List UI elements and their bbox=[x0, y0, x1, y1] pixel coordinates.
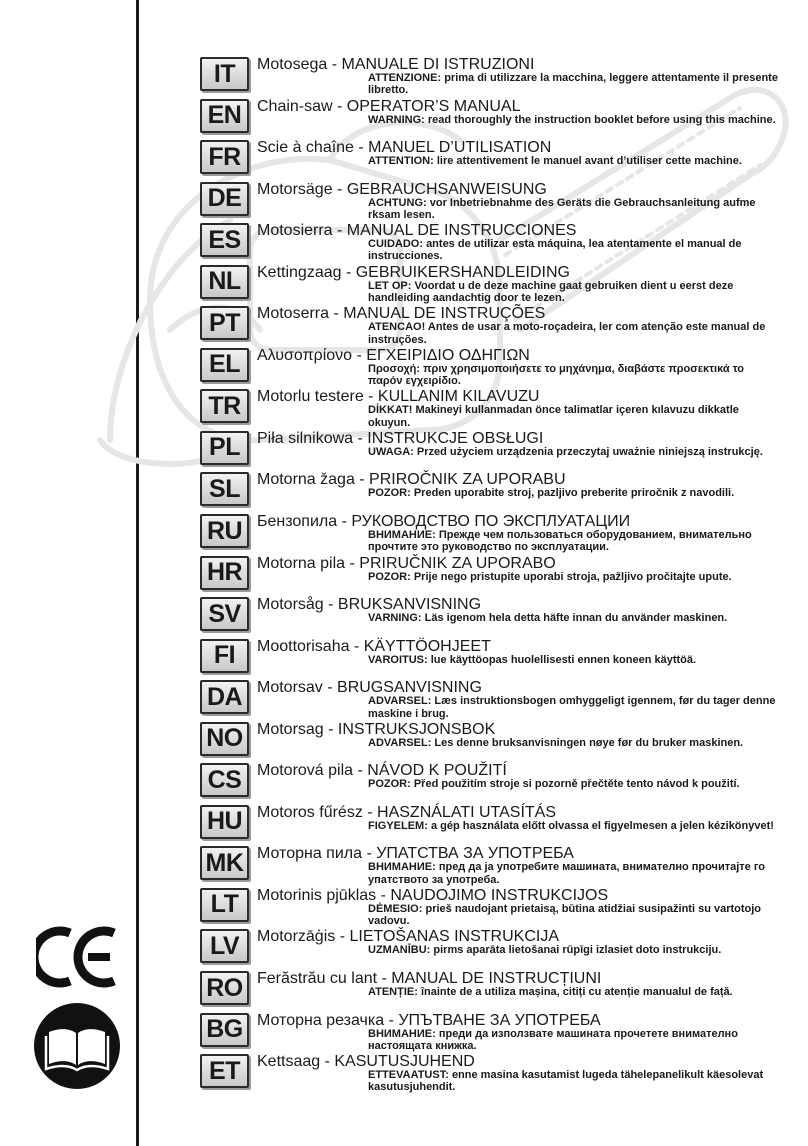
warning-label: ATENCAO! bbox=[368, 321, 426, 334]
warning-label: ATENȚIE: bbox=[368, 986, 418, 999]
language-entry-pt bbox=[200, 305, 780, 347]
warning-body: lire attentivement le manuel avant d’utiliser cette machine. bbox=[436, 155, 742, 168]
language-code-badge: HU bbox=[200, 805, 249, 839]
language-entry-sv bbox=[200, 596, 780, 638]
warning-label: VARNING: bbox=[368, 612, 422, 625]
warning-body: Makineyi kullanmadan önce talimatlar içeren kılavuzu dikkatle okuyun. bbox=[368, 404, 739, 429]
warning-label: UWAGA: bbox=[368, 445, 414, 458]
language-entry-hu bbox=[200, 804, 780, 846]
language-code-badge: IT bbox=[200, 57, 249, 91]
warning-text bbox=[368, 363, 780, 388]
warning-body: a gép használata előtt olvassa el figyelmesen a jelen kézikönyvet! bbox=[430, 819, 774, 832]
warning-body: πριν χρησιμοποιήσετε το μηχάνημα, διαβάστε προσεκτικά το παρόν εγχειρίδιο. bbox=[368, 362, 745, 388]
warning-text bbox=[368, 820, 780, 832]
warning-label: POZOR: bbox=[368, 487, 411, 500]
warning-label: ВНИМАНИЕ: bbox=[368, 529, 436, 542]
warning-text bbox=[368, 1069, 780, 1094]
warning-text bbox=[368, 944, 780, 956]
warning-text bbox=[368, 72, 780, 97]
language-entry-lv bbox=[200, 928, 780, 970]
language-entry-fi bbox=[200, 638, 780, 680]
warning-body: Antes de usar a moto-roçadeira, ler com atenção este manual de instruções. bbox=[368, 321, 766, 346]
manual-title: Моторна резачка - УПЪТВАНЕ ЗА УПОТРЕБА bbox=[257, 1011, 601, 1029]
warning-body: prieš naudojant prietaisą, būtina atidžiai susipažinti su vartotojo vadovu. bbox=[368, 902, 762, 928]
language-entry-en bbox=[200, 98, 780, 140]
warning-label: ATTENTION: bbox=[368, 155, 434, 168]
language-code-badge: ET bbox=[200, 1054, 249, 1088]
warning-text bbox=[368, 114, 780, 126]
manual-title: Motosega - MANUALE DI ISTRUZIONI bbox=[257, 56, 535, 73]
manual-title: Motorzāģis - LIETOŠANAS INSTRUKCIJA bbox=[257, 928, 559, 946]
manual-title: Motorinis pjūklas - NAUDOJIMO INSTRUKCIJOS bbox=[257, 886, 609, 904]
warning-body: Před použitím stroje si pozorně přečtěte tento návod k použití. bbox=[413, 778, 740, 791]
warning-text bbox=[368, 861, 780, 886]
warning-text bbox=[368, 487, 780, 499]
warning-body: Preden uporabite stroj, pazljivo preberite priročnik z navodili. bbox=[413, 487, 735, 500]
warning-label: LET OP: bbox=[368, 279, 412, 292]
language-entry-ro bbox=[200, 970, 780, 1012]
warning-body: enne masina kasutamist lugeda tähelepanelikult käesolevat kasutusjuhendit. bbox=[368, 1069, 764, 1094]
language-code-badge: PT bbox=[200, 306, 249, 340]
language-entry-fr bbox=[200, 139, 780, 181]
warning-body: antes de utilizar esta máquina, lea atentamente el manual de instrucciones. bbox=[368, 238, 742, 263]
warning-body: Prije nego pristupite uporabi stroja, pažljivo pročitajte upute. bbox=[413, 570, 732, 583]
warning-label: WARNING: bbox=[368, 113, 425, 126]
warning-text bbox=[368, 1028, 780, 1053]
language-entry-tr bbox=[200, 388, 780, 430]
language-code-badge: NL bbox=[200, 265, 249, 299]
language-code-badge: CS bbox=[200, 763, 249, 797]
warning-text bbox=[368, 571, 780, 583]
manual-title: Chain-saw - OPERATOR’S MANUAL bbox=[257, 97, 521, 115]
language-entry-es bbox=[200, 222, 780, 264]
warning-text bbox=[368, 737, 780, 749]
language-code-badge: HR bbox=[200, 556, 249, 590]
warning-body: Прежде чем пользоваться оборудованием, внимательно прочтите это руководство по эксплуатации. bbox=[368, 529, 752, 554]
language-entry-cs bbox=[200, 762, 780, 804]
manual-title: Моторна пила - УПАТСТВА ЗА УПОТРЕБА bbox=[257, 845, 574, 863]
warning-label: ADVARSEL: bbox=[368, 695, 432, 708]
language-entry-pl bbox=[200, 430, 780, 472]
language-code-badge: RO bbox=[200, 971, 249, 1005]
warning-label: DĖMESIO: bbox=[368, 902, 423, 915]
warning-text bbox=[368, 321, 780, 346]
warning-body: Läs igenom hela detta häfte innan du använder maskinen. bbox=[424, 612, 728, 625]
warning-body: Les denne bruksanvisningen nøye før du bruker maskinen. bbox=[434, 736, 744, 749]
manual-title: Moottorisaha - KÄYTTÖOHJEET bbox=[257, 637, 491, 655]
warning-text bbox=[368, 778, 780, 790]
language-entry-de bbox=[200, 181, 780, 223]
warning-text bbox=[368, 695, 780, 720]
manual-title: Motorsåg - BRUKSANVISNING bbox=[257, 596, 482, 614]
language-entry-da bbox=[200, 679, 780, 721]
warning-body: lue käyttöopas huolellisesti ennen koneen käyttöä. bbox=[430, 653, 697, 666]
manual-title: Motorsav - BRUGSANVISNING bbox=[257, 679, 482, 697]
language-entry-ru bbox=[200, 513, 780, 555]
warning-label: ВНИМАНИЕ: bbox=[368, 861, 436, 874]
language-entry-no bbox=[200, 721, 780, 763]
manual-title: Motosierra - MANUAL DE INSTRUCCIONES bbox=[257, 222, 577, 240]
language-code-badge: FR bbox=[200, 140, 249, 174]
language-code-badge: ES bbox=[200, 223, 249, 257]
warning-text bbox=[368, 986, 780, 998]
warning-body: prima di utilizzare la macchina, leggere attentamente il presente libretto. bbox=[368, 72, 778, 97]
warning-label: ADVARSEL: bbox=[368, 736, 432, 749]
warning-label: Προσοχή: bbox=[368, 362, 421, 375]
warning-body: pirms aparāta lietošanai rūpīgi izlasiet doto instrukciju. bbox=[433, 944, 722, 957]
language-code-badge: SV bbox=[200, 597, 249, 631]
manual-title: Motoros fűrész - HASZNÁLATI UTASÍTÁS bbox=[257, 803, 557, 821]
language-code-badge: EL bbox=[200, 348, 249, 382]
manual-title: Motorlu testere - KULLANIM KILAVUZU bbox=[257, 388, 540, 406]
language-entry-mk bbox=[200, 845, 780, 887]
warning-text bbox=[368, 612, 780, 624]
language-entry-hr bbox=[200, 555, 780, 597]
warning-body: vor Inbetriebnahme des Geräts die Gebrauchsanleitung aufme rksam lesen. bbox=[368, 196, 756, 221]
language-entry-bg bbox=[200, 1012, 780, 1054]
warning-body: Læs instruktionsbogen omhyggeligt igennem, før du tager denne maskine i brug. bbox=[368, 695, 776, 720]
manual-title: Kettingzaag - GEBRUIKERSHANDLEIDING bbox=[257, 263, 570, 281]
language-code-badge: DA bbox=[200, 680, 249, 714]
language-code-badge: LT bbox=[200, 888, 249, 922]
warning-body: преди да използвате машината прочетете внимателно настоящата книжка. bbox=[368, 1027, 738, 1052]
warning-body: Przed użyciem urządzenia przeczytaj uważnie niniejszą instrukcję. bbox=[416, 445, 763, 458]
manual-title: Scie à chaîne - MANUEL D’UTILISATION bbox=[257, 139, 552, 157]
manual-title: Motorsäge - GEBRAUCHSANWEISUNG bbox=[257, 180, 547, 198]
warning-label: CUIDADO: bbox=[368, 238, 423, 251]
warning-text bbox=[368, 197, 780, 222]
language-code-badge: MK bbox=[200, 846, 249, 880]
language-code-badge: PL bbox=[200, 431, 249, 465]
manual-title: Бензопила - РУКОВОДСТВО ПО ЭКСПЛУАТАЦИИ bbox=[257, 513, 631, 531]
manual-title: Motoserra - MANUAL DE INSTRUÇÕES bbox=[257, 305, 546, 323]
warning-text bbox=[368, 155, 780, 167]
warning-body: înainte de a utiliza mașina, citiți cu atenție manualul de față. bbox=[420, 986, 733, 999]
manual-title: Kettsaag - KASUTUSJUHEND bbox=[257, 1053, 475, 1071]
language-entry-el bbox=[200, 347, 780, 389]
warning-label: ACHTUNG: bbox=[368, 196, 427, 209]
warning-label: ВНИМАНИЕ: bbox=[368, 1027, 436, 1040]
language-code-badge: TR bbox=[200, 389, 249, 423]
language-entry-et bbox=[200, 1053, 780, 1095]
language-entry-sl bbox=[200, 471, 780, 513]
language-code-badge: EN bbox=[200, 99, 249, 133]
manual-title: Motorová pila - NÁVOD K POUŽITÍ bbox=[257, 762, 507, 780]
language-entry-lt bbox=[200, 887, 780, 929]
instruction-book-icon bbox=[33, 1002, 121, 1090]
manual-title: Piła silnikowa - INSTRUKCJE OBSŁUGI bbox=[257, 429, 544, 447]
language-code-badge: NO bbox=[200, 722, 249, 756]
warning-label: ETTEVAATUST: bbox=[368, 1069, 449, 1082]
warning-label: ATTENZIONE: bbox=[368, 72, 442, 84]
language-code-badge: BG bbox=[200, 1013, 249, 1047]
warning-label: UZMANĪBU: bbox=[368, 944, 431, 957]
language-code-badge: DE bbox=[200, 182, 249, 216]
warning-label: DİKKAT! bbox=[368, 404, 413, 417]
warning-text bbox=[368, 404, 780, 429]
warning-label: VAROITUS: bbox=[368, 653, 428, 666]
manual-title: Motorna pila - PRIRUČNIK ZA UPORABO bbox=[257, 554, 556, 572]
manual-title: Ferăstrău cu lant - MANUAL DE INSTRUCȚIUNI bbox=[257, 970, 602, 988]
language-code-badge: LV bbox=[200, 929, 249, 963]
language-entry-it bbox=[200, 56, 780, 98]
warning-body: пред да ја употребите машината, внимателно прочитајте го упатството за употреба. bbox=[368, 861, 765, 886]
warning-body: Voordat u de deze machine gaat gebruiken dient u eerst deze handleiding aandachtig door te lezen. bbox=[368, 279, 734, 305]
warning-text bbox=[368, 446, 780, 458]
manual-title: Motorsag - INSTRUKSJONSBOK bbox=[257, 720, 496, 738]
language-code-badge: RU bbox=[200, 514, 249, 548]
warning-text bbox=[368, 280, 780, 305]
warning-body: read thoroughly the instruction booklet before using this machine. bbox=[427, 113, 776, 126]
language-list bbox=[200, 56, 780, 1095]
warning-text bbox=[368, 903, 780, 928]
warning-label: POZOR: bbox=[368, 778, 411, 791]
warning-text bbox=[368, 654, 780, 666]
language-code-badge: SL bbox=[200, 472, 249, 506]
manual-title: Αλυσοπρίονο - ΕΓΧΕΙΡΙΔΙΟ ΟΔΗΓΙΩΝ bbox=[257, 346, 530, 364]
warning-label: POZOR: bbox=[368, 570, 411, 583]
warning-text bbox=[368, 238, 780, 263]
warning-text bbox=[368, 529, 780, 554]
language-entry-nl bbox=[200, 264, 780, 306]
ce-mark-icon bbox=[36, 925, 118, 989]
language-code-badge: FI bbox=[200, 639, 249, 673]
warning-label: FIGYELEM: bbox=[368, 819, 428, 832]
manual-title: Motorna žaga - PRIROČNIK ZA UPORABU bbox=[257, 471, 566, 489]
